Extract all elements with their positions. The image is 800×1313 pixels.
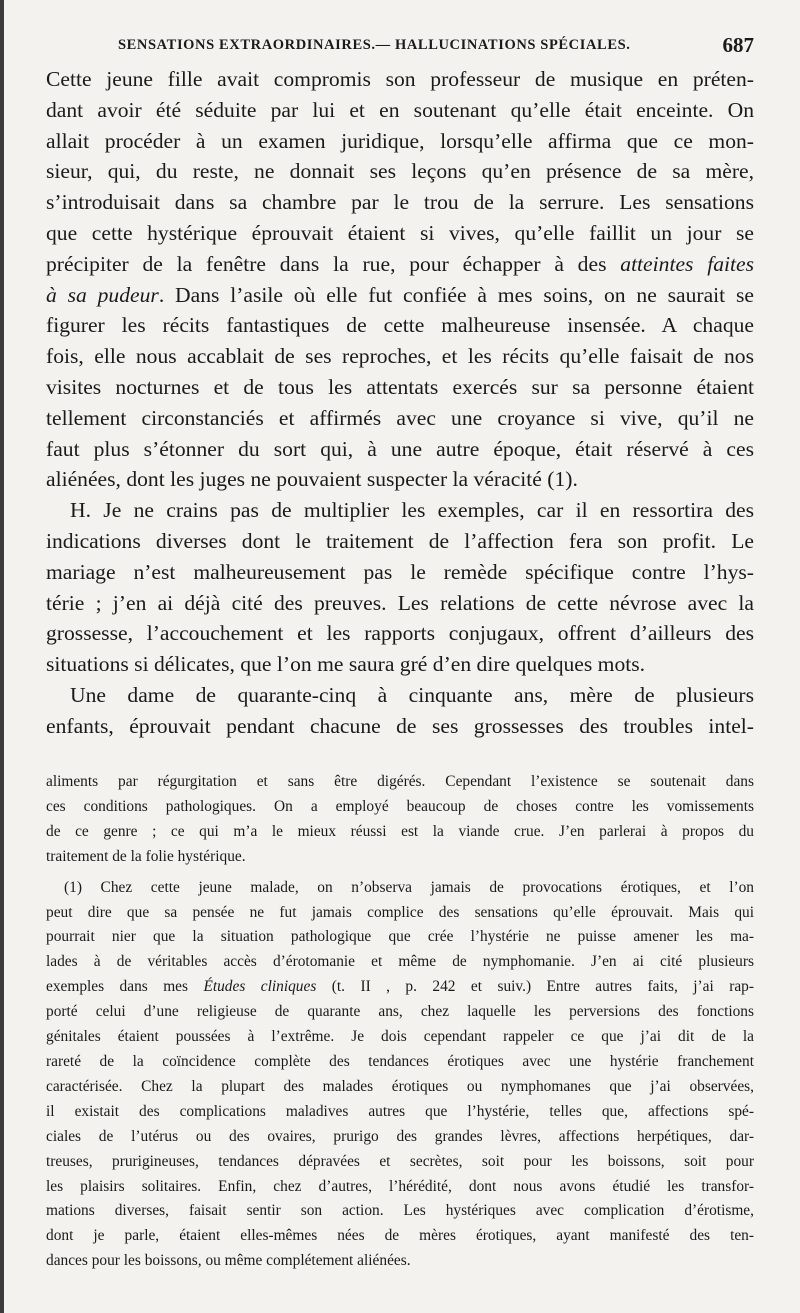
text-segment: . Dans l’asile où elle fut confiée à mes soins, on ne saurait se xyxy=(158,282,754,307)
text-line: s’introduisait dans sa chambre par le trou de la serrure. Les sensations xyxy=(46,190,754,215)
text-line: Cette jeune fille avait compromis son professeur de musique en préten- xyxy=(46,67,754,91)
page-edge-shadow xyxy=(0,0,4,1313)
italic-phrase: à sa pudeur xyxy=(46,282,159,307)
footnote-line: dont je parle, étaient elles-mêmes nées de mères érotiques, ayant manifesté des ten- xyxy=(46,1227,754,1245)
footnote-line: ciales de l’utérus ou des ovaires, prurigo des grandes lèvres, affections herpétiques, dar- xyxy=(46,1127,754,1145)
footnote-line: aliments par régurgitation et sans être digérés. Cependant l’existence se soutenait dans xyxy=(46,773,754,790)
text-line: faut plus s’étonner du sort qui, à une autre époque, était réservé à ces xyxy=(46,436,754,461)
italic-phrase: Études cliniques xyxy=(203,978,317,996)
text-line xyxy=(46,249,754,280)
text-line: figurer les récits fantastiques de cette malheureuse insensée. A chaque xyxy=(46,313,754,338)
footnote-line: mations diverses, faisait sentir son action. Les hystériques avec complication d’érotisme, xyxy=(46,1202,754,1220)
text-segment: exemples dans mes xyxy=(46,978,204,996)
page-number: 687 xyxy=(722,33,754,57)
text-line: H. Je ne crains pas de multiplier les exemples, car il en ressortira des xyxy=(70,498,754,523)
text-line: dant avoir été séduite par lui et en soutenant qu’elle était enceinte. On xyxy=(46,97,754,122)
text-segment: précipiter de la fenêtre dans la rue, pour échapper à des xyxy=(46,251,621,276)
footnote-line: traitement de la folie hystérique. xyxy=(46,847,246,865)
footnote-line: caractérisée. Chez la plupart des malades érotiques ou nymphomanes que j’ai observées, xyxy=(46,1077,754,1095)
footnote-line: les plaisirs solitaires. Enfin, chez d’autres, l’hérédité, dont nous avons étudié les transfor- xyxy=(46,1177,754,1195)
text-line: térie ; j’en ai déjà cité des preuves. Les relations de cette névrose avec la xyxy=(46,590,754,615)
footnote-line: treuses, prurigineuses, tendances dépravées et secrètes, soit pour les boissons, soit pour xyxy=(46,1152,754,1170)
text-line: tellement circonstanciés et affirmés avec une croyance si vive, qu’il ne xyxy=(46,405,754,430)
text-line: que cette hystérique éprouvait étaient si vives, qu’elle faillit un jour se xyxy=(46,220,754,245)
text-line: fois, elle nous accablait de ses reproches, et les récits qu’elle faisait de nos xyxy=(46,344,754,369)
text-segment: (t. II , p. 242 et suiv.) Entre autres faits, j’ai rap- xyxy=(316,978,754,996)
footnote-line: génitales étaient poussées à l’extrême. Je dois cependant rappeler ce que j’ai dit de la xyxy=(46,1028,754,1046)
text-line: visites nocturnes et de tous les attentats exercés sur sa personne étaient xyxy=(46,374,754,399)
text-line: mariage n’est malheureusement pas le remède spécifique contre l’hys- xyxy=(46,559,754,584)
italic-phrase: atteintes faites xyxy=(620,251,754,276)
footnote-line: de ce genre ; ce qui m’a le mieux réussi est la viande crue. J’en parlerai à propos du xyxy=(46,822,754,840)
footnote-line: porté celui d’une religieuse de quarante ans, chez laquelle les perversions des fonctions xyxy=(46,1003,754,1021)
text-line: situations si délicates, que l’on me saura gré d’en dire quelques mots. xyxy=(46,652,646,677)
main-text xyxy=(46,64,754,742)
text-line xyxy=(46,280,754,311)
footnotes xyxy=(46,770,754,1274)
text-line: enfants, éprouvait pendant chacune de ses grossesses des troubles intel- xyxy=(46,713,754,738)
text-line: allait procéder à un examen juridique, lorsqu’elle affirma que ce mon- xyxy=(46,128,754,153)
text-line: grossesse, l’accouchement et les rapports conjugaux, offrent d’ailleurs des xyxy=(46,621,754,646)
footnote-line: (1) Chez cette jeune malade, on n’observa jamais de provocations érotiques, et l’on xyxy=(64,878,754,896)
footnote-line: ces conditions pathologiques. On a employé beaucoup de choses contre les vomissements xyxy=(46,797,754,815)
footnote-line: il existait des complications maladives autres que l’hystérie, telles que, affections spé- xyxy=(46,1102,754,1120)
footnote-line: rareté de la coïncidence complète des tendances érotiques avec une hystérie franchement xyxy=(46,1052,754,1070)
text-line: indications diverses dont le traitement de l’affection fera son profit. Le xyxy=(46,528,754,553)
running-title: SENSATIONS EXTRAORDINAIRES.— HALLUCINATIONS SPÉCIALES. xyxy=(118,37,631,53)
text-line: sieur, qui, du reste, ne donnait ses leçons qu’en présence de sa mère, xyxy=(46,159,754,184)
footnote-line: peut dire que sa pensée ne fut jamais complice des sensations qu’elle éprouvait. Mais qui xyxy=(46,903,754,921)
footnote-line xyxy=(46,975,754,1000)
footnote-line: lades à de véritables accès d’érotomanie et même de nymphomanie. J’en ai cité plusieurs xyxy=(46,953,754,971)
footnote-line: pourrait nier que la situation pathologique que crée l’hystérie ne puisse amener les ma- xyxy=(46,928,754,946)
page-header xyxy=(118,33,754,57)
footnote-line: dances pour les boissons, ou même complétement aliénées. xyxy=(46,1252,411,1270)
text-line: aliénées, dont les juges ne pouvaient suspecter la véracité (1). xyxy=(46,467,578,492)
text-line: Une dame de quarante-cinq à cinquante ans, mère de plusieurs xyxy=(70,682,754,707)
